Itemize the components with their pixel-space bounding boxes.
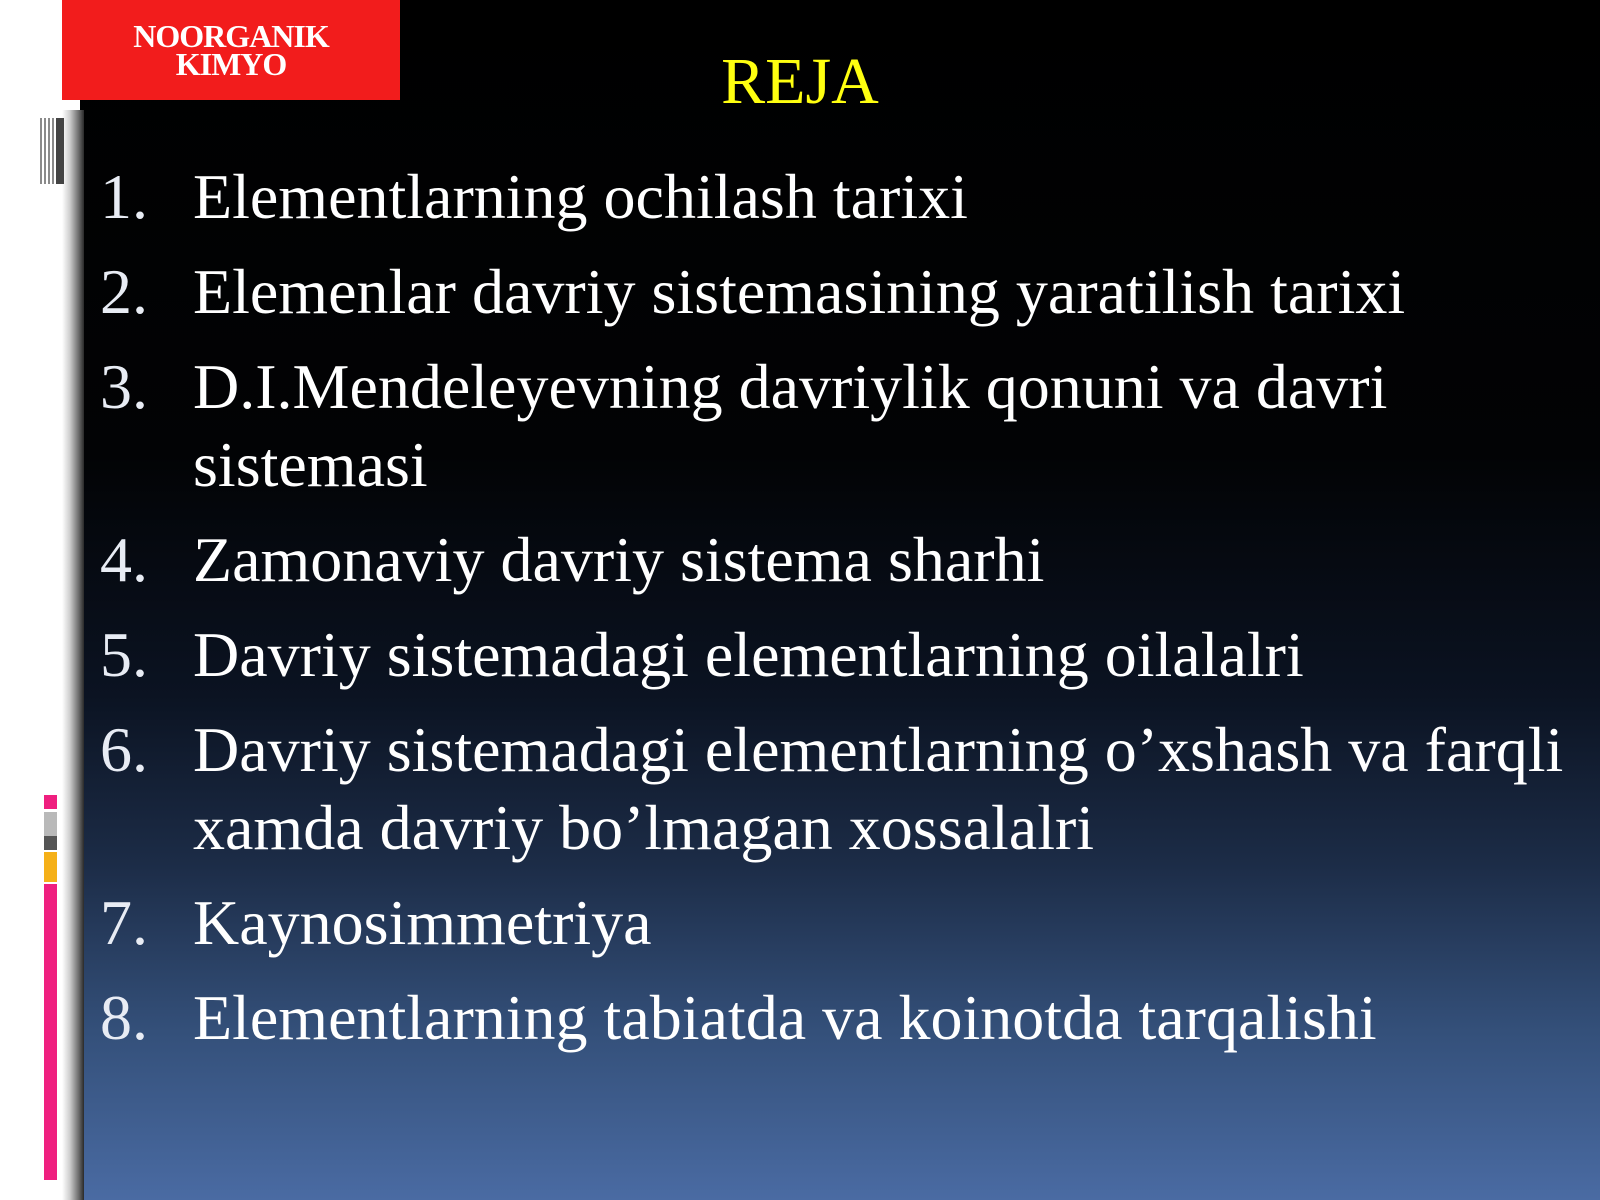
accent-bar-pink-long [44,884,57,1180]
subject-badge-line1: NOORGANIK [133,18,329,54]
accent-bar-pink-top [44,795,57,809]
slide-title: REJA [721,45,879,118]
plan-item [100,711,1570,867]
plan-item-text: Kaynosimmetriya [193,887,652,958]
plan-item [100,616,1570,694]
plan-item-number: 6. [100,714,148,785]
plan-item-number: 2. [100,256,148,327]
plan-item-text: Davriy sistemadagi elementlarning oilalalri [193,619,1304,690]
plan-item-text: Elemenlar davriy sistemasining yaratilish tarixi [193,256,1406,327]
plan-item [100,348,1570,504]
left-edge-shadow [62,110,84,1200]
plan-item-number: 1. [100,161,148,232]
plan-item-number: 4. [100,524,148,595]
accent-bar-dark [44,836,57,850]
plan-item-text: Davriy sistemadagi elementlarning o’xshash va farqli xamda davriy bo’lmagan xossalalri [193,714,1564,863]
plan-item [100,158,1570,236]
plan-item-text: Elementlarning ochilash tarixi [193,161,968,232]
plan-item-number: 5. [100,619,148,690]
plan-item-number: 7. [100,887,148,958]
accent-bar-gray [44,812,57,836]
plan-item [100,521,1570,599]
plan-item [100,979,1570,1057]
decorative-stripes-edge [56,118,64,184]
plan-item-number: 8. [100,982,148,1053]
plan-item [100,253,1570,331]
plan-item-text: D.I.Mendeleyevning davriylik qonuni va davri sistemasi [193,351,1388,500]
plan-item-text: Elementlarning tabiatda va koinotda tarqalishi [193,982,1377,1053]
plan-item-number: 3. [100,351,148,422]
plan-item-text: Zamonaviy davriy sistema sharhi [193,524,1045,595]
plan-list [100,158,1570,1074]
accent-bar-orange [44,852,57,882]
plan-item [100,884,1570,962]
subject-badge-line2: KIMYO [175,46,287,82]
